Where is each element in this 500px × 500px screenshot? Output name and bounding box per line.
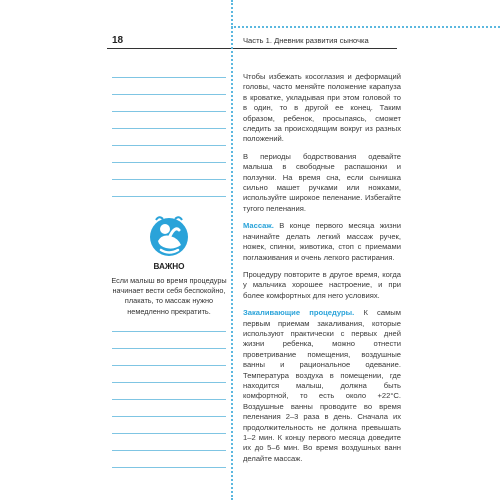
note-line bbox=[112, 196, 226, 197]
article-body bbox=[243, 72, 401, 471]
page-number: 18 bbox=[112, 35, 124, 46]
note-line bbox=[112, 365, 226, 366]
paragraph-repeat: Процедуру повторите в другое время, когда у мальчика хорошее настроение, и при более комфортных для него условиях. bbox=[243, 269, 401, 300]
note-line bbox=[112, 433, 226, 434]
note-line bbox=[112, 77, 226, 78]
note-line bbox=[112, 145, 226, 146]
note-line bbox=[112, 467, 226, 468]
baby-icon bbox=[148, 214, 190, 258]
note-line bbox=[112, 331, 226, 332]
massage-heading: Массаж. bbox=[243, 221, 274, 231]
hardening-text: К самым первым приемам закаливания, которые используют практически с первых дней жизни ребенка, можно отнести проветривание помещения, воздушные ванны и рациональное одевание. Температура воздуха в помещении, где находится малыш, должна быть комфортной, то есть около +22°C. Воздушные ванны проводите во время пеленания 2–3 раза в день. Сначала их продолжительность не должна превышать 1–2 мин. К концу первого месяца доведите их до 5–6 мин. Во время воздушных ванн делайте массаж. bbox=[243, 308, 401, 463]
note-line bbox=[112, 111, 226, 112]
paragraph-clothing: В периоды бодрствования одевайте малыша в свободные распашонки и ползунки. На время сна, если сынишка сильно машет ручками или ножками, используйте широкое пеленание. Избегайте тугого пеленания. bbox=[243, 151, 401, 213]
note-line bbox=[112, 382, 226, 383]
cut-line-vertical bbox=[231, 0, 233, 500]
paragraph-eye-care: Чтобы избежать косоглазия и деформаций головы, часто меняйте положение карапуза в кроватке, укладывая при этом головой то в один, то в другой ее конец. Таким образом, ребенок, просыпаясь, сможет следить за происходящим вокруг из разных положений. bbox=[243, 72, 401, 144]
note-line bbox=[112, 162, 226, 163]
note-line bbox=[112, 128, 226, 129]
massage-text: В конце первого месяца жизни начинайте делать легкий массаж ручек, ножек, спинки, животика, стоп с приемами поглаживания и очень легкого растирания. bbox=[243, 221, 401, 262]
note-line bbox=[112, 399, 226, 400]
header-rule bbox=[107, 48, 397, 49]
tip-title: ВАЖНО bbox=[153, 262, 185, 271]
note-line bbox=[112, 94, 226, 95]
running-head: Часть 1. Дневник развития сыночка bbox=[243, 36, 369, 45]
tip-text: Если малыш во время процедуры начинает вести себя беспокойно, плакать, то массаж нужно немедленно прекратить. bbox=[111, 276, 227, 316]
note-line bbox=[112, 179, 226, 180]
note-line bbox=[112, 348, 226, 349]
cut-line-horizontal bbox=[231, 26, 500, 28]
paragraph-massage bbox=[243, 221, 401, 263]
note-line bbox=[112, 450, 226, 451]
hardening-heading: Закаливающие процедуры. bbox=[243, 308, 355, 318]
note-line bbox=[112, 416, 226, 417]
paragraph-hardening bbox=[243, 308, 401, 464]
